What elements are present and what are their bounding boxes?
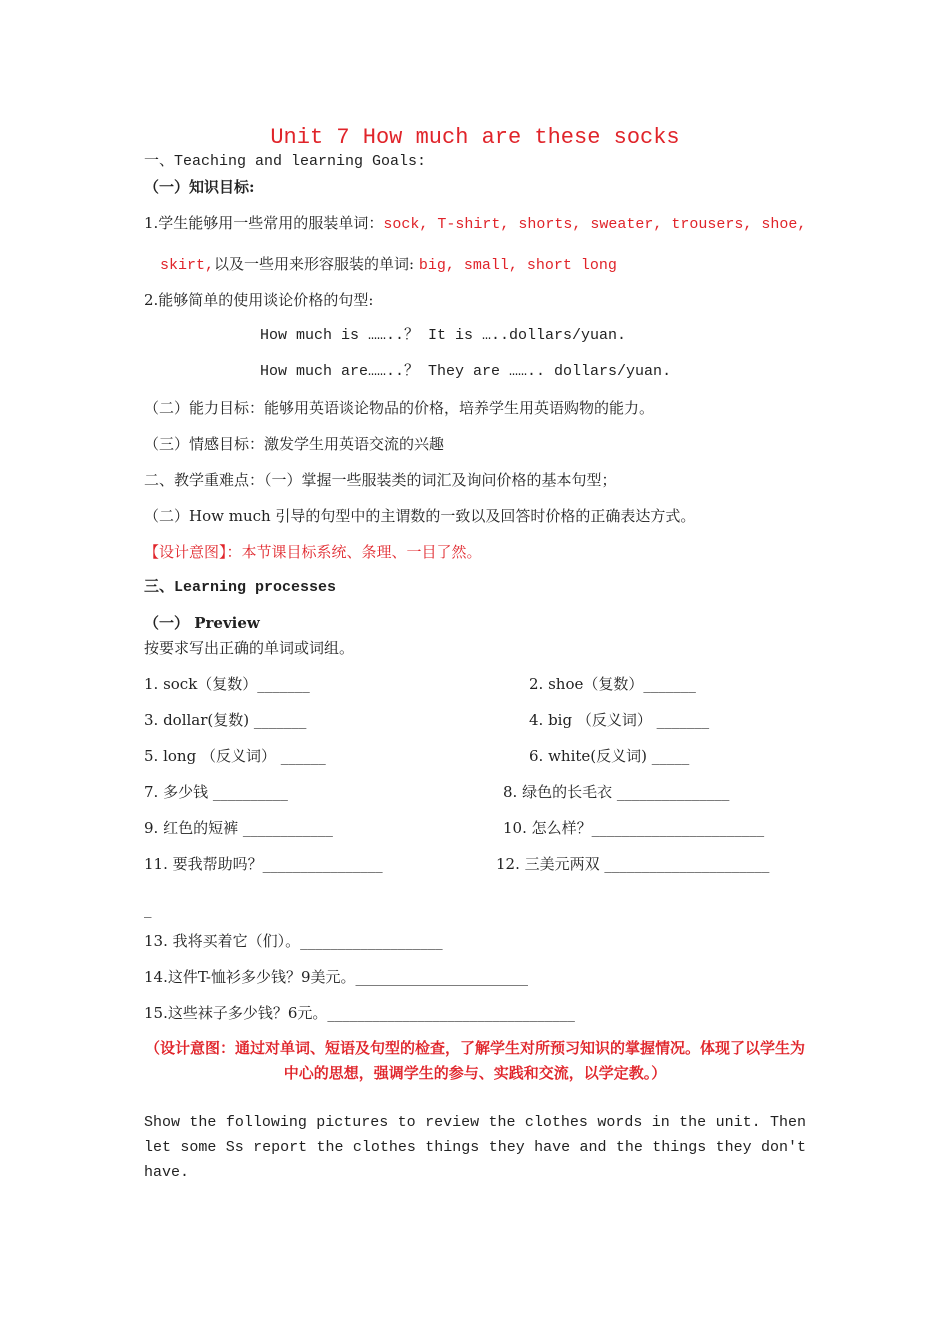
exercise-item: 1. sock（复数）_______	[144, 675, 310, 693]
design-intent-1: 【设计意图】：本节课目标系统、条理、一目了然。	[144, 543, 482, 561]
preview-heading: （一） Preview	[144, 614, 260, 632]
exercise-item: 2. shoe（复数）_______	[529, 675, 696, 693]
exercise-item: 11. 要我帮助吗？________________	[144, 855, 383, 873]
exercise-item: 9. 红色的短裤 ____________	[144, 819, 333, 837]
exercise-item: _	[144, 900, 152, 918]
knowledge-item-1	[144, 213, 806, 235]
section-heading-processes: 三、Learning processes	[144, 579, 337, 596]
design-intent-2: （设计意图：通过对单词、短语及句型的检查，了解学生对所预习知识的掌握情况。体现了以学生为中心的思想，强调学生的参与、实践和交流，以学定教。）	[144, 1039, 805, 1082]
knowledge-item-1-continued	[160, 254, 617, 276]
page-title: Unit 7 How much are these socks	[270, 125, 680, 150]
exercise-item: 6. white(反义词) _____	[529, 747, 690, 765]
adjective-words: big, small, short long	[418, 257, 617, 274]
exercise-item: 4. big （反义词） _______	[529, 711, 710, 729]
show-pictures-instruction: Show the following pictures to review the clothes words in the unit. Then let some Ss report the clothes things they have and the things they don't have.	[144, 1114, 806, 1181]
clothes-words: sock, T-shirt, shorts, sweater, trousers, shoe,	[383, 216, 807, 233]
item1-prefix: 1.学生能够用一些常用的服装单词：	[144, 214, 384, 232]
key-points-line-2: （二）How much 引导的句型中的主谓数的一致以及回答时价格的正确表达方式。	[144, 507, 696, 525]
item1-mid: 以及一些用来形容服装的单词:	[214, 255, 419, 273]
exercise-item: 8. 绿色的长毛衣 _______________	[503, 783, 730, 801]
exercise-item: 15.这些袜子多少钱？6元。_________________________________	[144, 1004, 575, 1022]
exercise-item: 7. 多少钱 __________	[144, 783, 288, 801]
exercise-item: 10. 怎么样？_______________________	[503, 819, 765, 837]
exercise-item: 14.这件T-恤衫多少钱？9美元。_______________________	[144, 968, 529, 986]
section-heading-goals: 一、Teaching and learning Goals:	[144, 153, 427, 170]
exercise-item: 13. 我将买着它（们）。___________________	[144, 932, 443, 950]
exercise-item: 5. long （反义词） ______	[144, 747, 326, 765]
ability-goal: （二）能力目标：能够用英语谈论物品的价格，培养学生用英语购物的能力。	[144, 399, 655, 417]
exercise-item: 3. dollar(复数) _______	[144, 711, 307, 729]
preview-instruction: 按要求写出正确的单词或词组。	[144, 639, 355, 657]
emotion-goal: （三）情感目标：激发学生用英语交流的兴趣	[144, 435, 445, 453]
pattern-how-much-is: How much is ……..？ It is …..dollars/yuan.	[260, 327, 627, 344]
pattern-how-much-are: How much are……..？ They are …….. dollars/yuan.	[260, 363, 672, 380]
key-points-line-1: 二、教学重难点：（一）掌握一些服装类的词汇及询问价格的基本句型；	[144, 471, 617, 489]
knowledge-goals-heading: （一）知识目标:	[144, 178, 255, 196]
clothes-word-skirt: skirt,	[160, 257, 215, 274]
knowledge-item-2: 2.能够简单的使用谈论价格的句型:	[144, 291, 374, 309]
exercise-item: 12. 三美元两双 ______________________	[496, 855, 770, 873]
